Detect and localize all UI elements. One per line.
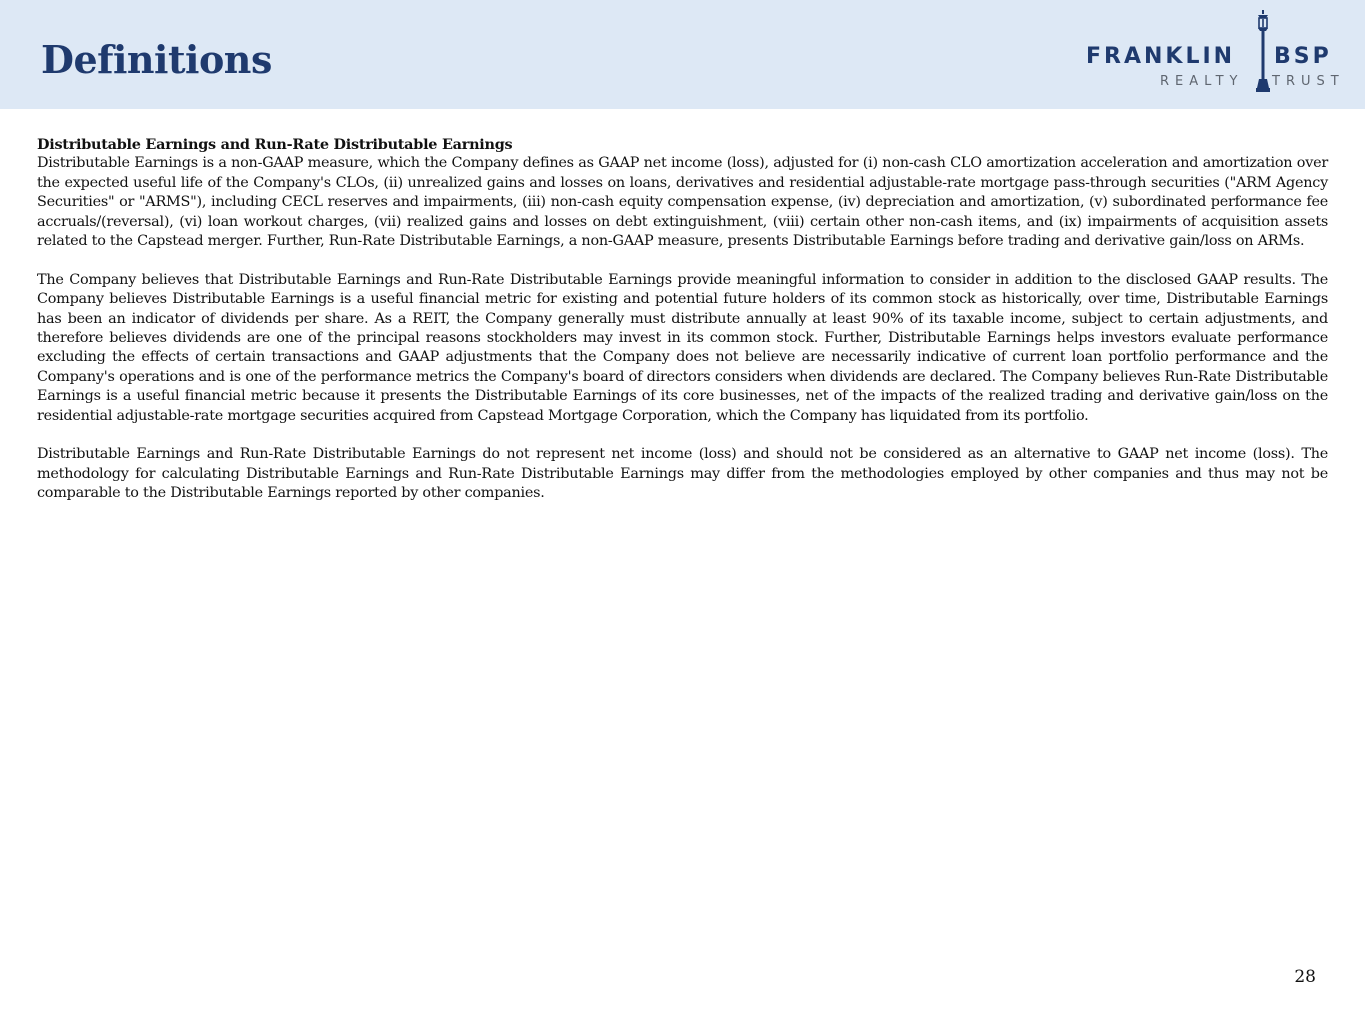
page-title: Definitions [41,37,272,82]
paragraph-disclaimer: Distributable Earnings and Run-Rate Distributable Earnings do not represent net income (loss) and should not be considered as an alternative to GAAP net income (loss). The methodology for calculating Distributable Earnings and Run-Rate Distributable Earnings may differ from the methodologies employed by other companies and thus may not be comparable to the Distributable Earnings reported by other companies. [37,446,1328,502]
section-heading: Distributable Earnings and Run-Rate Distributable Earnings [37,136,513,153]
page-number: 28 [1294,967,1316,987]
definitions-content [37,135,1328,523]
logo-word-franklin: FRANKLIN [1086,44,1236,69]
lamp-post-icon [1252,10,1274,92]
paragraph-definition: Distributable Earnings is a non-GAAP measure, which the Company defines as GAAP net income (loss), adjusted for (i) non-cash CLO amortization acceleration and amortization over the expected useful life of the Company's CLOs, (ii) unrealized gains and losses on loans, derivatives and residential adjustable-rate mortgage pass-through securities ("ARM Agency Securities" or "ARMS"), including CECL reserves and impairments, (iii) non-cash equity compensation expense, (iv) depreciation and amortization, (v) subordinated performance fee accruals/(reversal), (vi) loan workout charges, (vii) realized gains and losses on debt extinguishment, (viii) certain other non-cash items, and (ix) impairments of acquisition assets related to the Capstead merger. Further, Run-Rate Distributable Earnings, a non-GAAP measure, presents Distributable Earnings before trading and derivative gain/loss on ARMs. [37,155,1328,250]
logo-sub-realty: REALTY [1160,74,1244,89]
logo-sub-trust: TRUST [1272,74,1345,89]
company-logo [1082,10,1352,94]
paragraph-rationale: The Company believes that Distributable Earnings and Run-Rate Distributable Earnings provide meaningful information to consider in addition to the disclosed GAAP results. The Company believes Distributable Earnings is a useful financial metric for existing and potential future holders of its common stock as historically, over time, Distributable Earnings has been an indicator of dividends per share. As a REIT, the Company generally must distribute annually at least 90% of its taxable income, subject to certain adjustments, and therefore believes dividends are one of the principal reasons stockholders may invest in its common stock. Further, Distributable Earnings helps investors evaluate performance excluding the effects of certain transactions and GAAP adjustments that the Company does not believe are necessarily indicative of current loan portfolio performance and the Company's operations and is one of the performance metrics the Company's board of directors considers when dividends are declared. The Company believes Run-Rate Distributable Earnings is a useful financial metric because it presents the Distributable Earnings of its core businesses, net of the impacts of the realized trading and derivative gain/loss on the residential adjustable-rate mortgage securities acquired from Capstead Mortgage Corporation, which the Company has liquidated from its portfolio. [37,271,1328,424]
header-band [0,0,1365,109]
logo-word-bsp: BSP [1274,44,1332,69]
